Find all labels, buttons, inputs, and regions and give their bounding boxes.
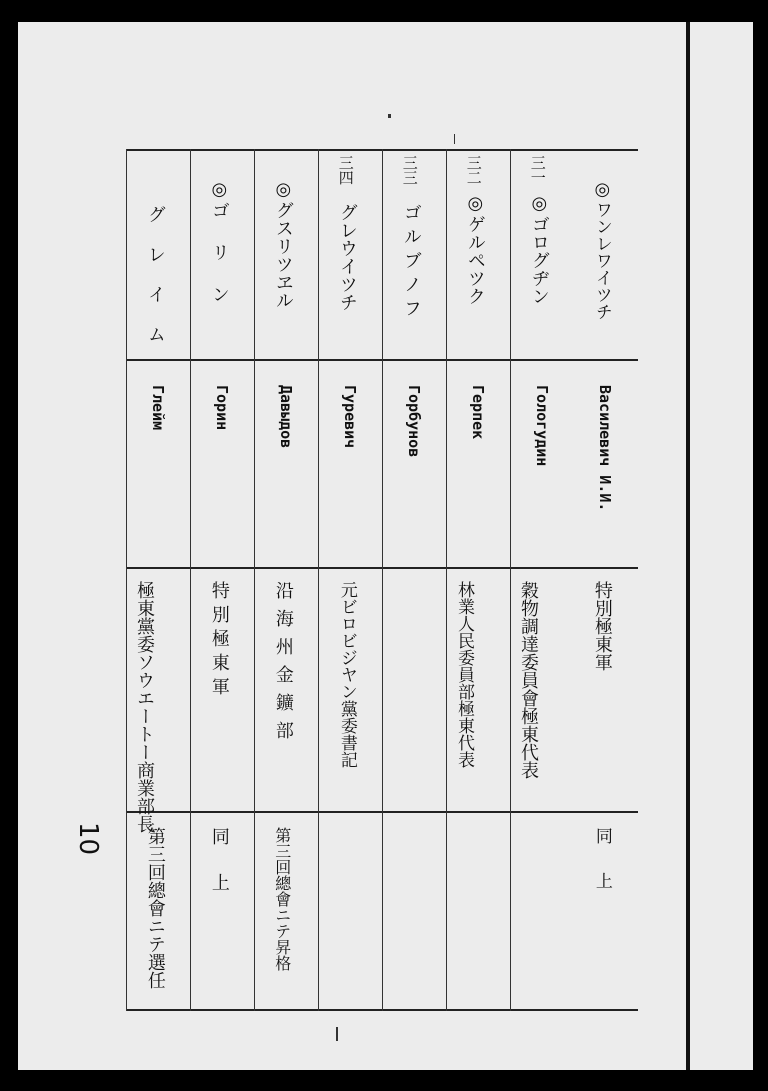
- row-position: 特別極東軍: [208, 581, 230, 701]
- row-position: 特別極東軍: [591, 581, 613, 671]
- row-position: 林業人民委員部極東代表: [454, 581, 474, 768]
- row-mark: ◎: [464, 193, 486, 214]
- row-kana-name: ゴルブノフ: [400, 203, 422, 323]
- table-row: [510, 149, 574, 1011]
- row-kana-name: グレウイツチ: [336, 203, 358, 311]
- row-russian-name: Глейм: [149, 385, 167, 431]
- row-kana-name: ゲルペツク: [464, 215, 486, 305]
- row-number: 三二: [464, 155, 483, 185]
- row-note: 第三回總會ニテ昇格: [272, 827, 292, 971]
- row-mark: ◎: [528, 193, 550, 214]
- row-note: 同上: [591, 827, 612, 917]
- row-mark: ◎: [208, 179, 230, 200]
- table-row: [190, 149, 254, 1011]
- table-row: [254, 149, 318, 1011]
- table-row: [126, 149, 190, 1011]
- row-note: 第三回總會ニテ選任: [144, 827, 166, 989]
- row-position: 沿海州金鑛部: [272, 581, 294, 749]
- scan-speck: [336, 1027, 338, 1041]
- table-row: [318, 149, 382, 1011]
- row-position: 元ビロビジヤン黨委書記: [336, 581, 357, 768]
- page-number: 10: [73, 822, 103, 856]
- scan-speck: [388, 114, 391, 118]
- document-page: [18, 22, 753, 1070]
- row-number: 三四: [336, 155, 355, 185]
- table-row: [574, 149, 638, 1011]
- page-edge-line: [686, 22, 690, 1070]
- row-russian-name: Горин: [213, 385, 231, 431]
- row-note: 同上: [208, 827, 230, 919]
- row-kana-name: ワンレワイツチ: [591, 201, 612, 320]
- row-kana-name: ゴログヂン: [528, 215, 550, 305]
- row-position: 極東黨委ソウエートー商業部長: [134, 581, 155, 833]
- row-mark: ◎: [272, 179, 294, 200]
- row-russian-name: Гологудин: [533, 385, 551, 467]
- row-number: 三一: [528, 155, 547, 185]
- row-kana-name: ゴリン: [208, 201, 230, 327]
- row-russian-name: Василевич И.И.: [596, 385, 614, 512]
- scan-speck: [454, 134, 455, 144]
- row-position: 穀物調達委員會極東代表: [518, 581, 539, 779]
- row-russian-name: Горбунов: [405, 385, 423, 458]
- personnel-table: [126, 149, 638, 1011]
- row-kana-name: グレイム: [144, 205, 166, 365]
- row-russian-name: Давыдов: [277, 385, 295, 449]
- row-russian-name: Гуревич: [341, 385, 359, 449]
- row-mark: ◎: [591, 179, 613, 200]
- row-russian-name: Герпек: [469, 385, 487, 440]
- table-row: [382, 149, 446, 1011]
- row-number: 三三: [400, 155, 419, 185]
- table-row: [446, 149, 510, 1011]
- row-kana-name: グスリツヱル: [272, 201, 294, 309]
